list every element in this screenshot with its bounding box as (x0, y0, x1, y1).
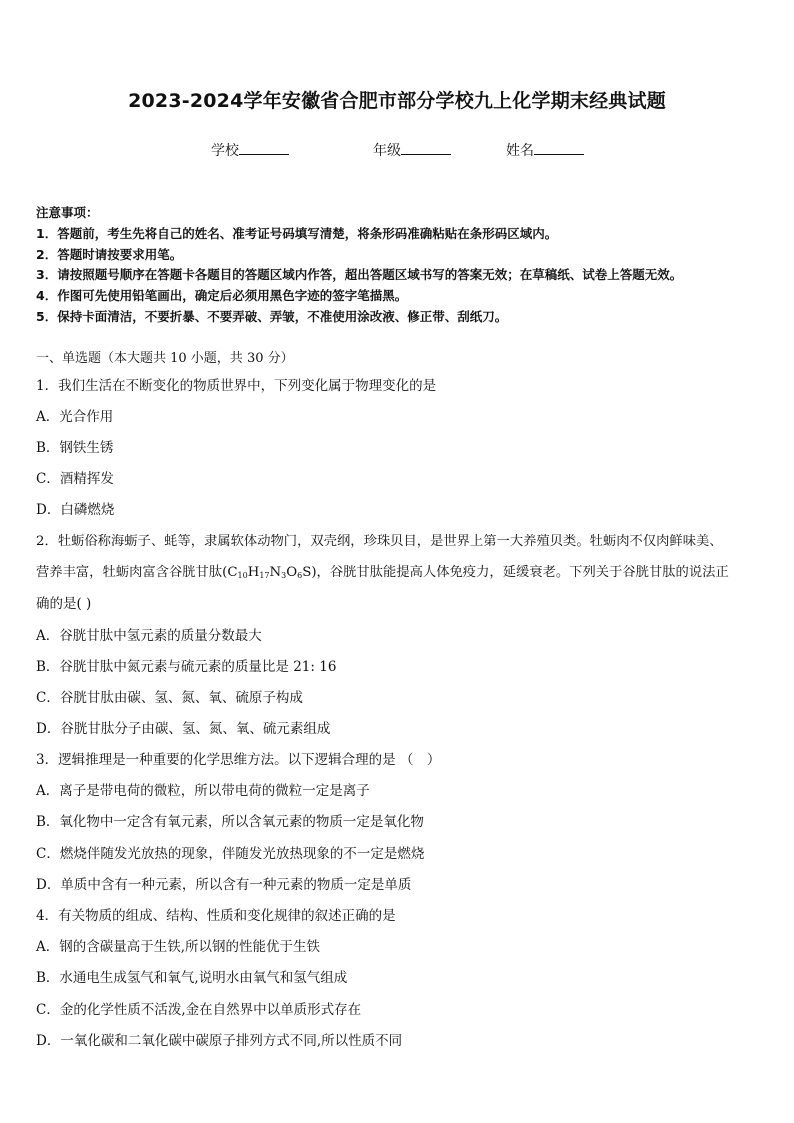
question-3-option-b: B．氧化物中一定含有氧元素，所以含氧元素的物质一定是氧化物 (36, 814, 424, 830)
question-2-stem-line-1: 2．牡蛎俗称海蛎子、蚝等，隶属软体动物门，双壳纲，珍珠贝目，是世界上第一大养殖贝类。牡蛎肉不仅肉鲜味美、 (36, 534, 723, 549)
question-2-text: 营养丰富，牡蛎肉富含谷胱甘肽( (36, 565, 228, 580)
question-3-option-d: D．单质中含有一种元素，所以含有一种元素的物质一定是单质 (36, 877, 412, 893)
glutathione-formula: $C_{10}H_{17}N_3O_6S$ (227, 565, 312, 580)
question-2-option-c: C．谷胱甘肽由碳、氢、氮、氧、硫原子构成 (36, 690, 303, 706)
grade-field (373, 140, 451, 160)
question-2-option-a: A．谷胱甘肽中氢元素的质量分数最大 (36, 628, 262, 644)
question-2-text-cont: )，谷胱甘肽能提高人体免疫力，延缓衰老。下列关于谷胱甘肽的说法正 (311, 565, 729, 580)
question-3-option-a: A．离子是带电荷的微粒，所以带电荷的微粒一定是离子 (36, 783, 370, 799)
question-1-option-b: B．钢铁生锈 (36, 440, 114, 456)
notice-heading: 注意事项： (36, 205, 99, 220)
exam-title: 2023-2024学年安徽省合肥市部分学校九上化学期末经典试题 (128, 90, 666, 112)
question-2-stem-line-2 (36, 561, 729, 580)
section-heading: 一、单选题（本大题共 10 小题，共 30 分） (36, 351, 294, 366)
school-blank[interactable] (239, 140, 289, 155)
notice-item: 5．保持卡面清洁，不要折暴、不要弄破、弄皱，不准使用涂改液、修正带、刮纸刀。 (36, 308, 508, 324)
grade-blank[interactable] (401, 140, 451, 155)
question-4-option-b: B．水通电生成氢气和氧气,说明水由氧气和氢气组成 (36, 970, 348, 986)
question-3-stem: 3．逻辑推理是一种重要的化学思维方法。以下逻辑合理的是 （ ） (36, 752, 441, 768)
question-2-option-d: D．谷胱甘肽分子由碳、氢、氮、氧、硫元素组成 (36, 721, 331, 737)
question-4-option-a: A．钢的含碳量高于生铁,所以钢的性能优于生铁 (36, 939, 321, 955)
question-1-option-c: C．酒精挥发 (36, 471, 114, 487)
question-2-stem-line-3: 确的是( ) (36, 596, 92, 612)
name-field (506, 140, 584, 160)
question-1-option-a: A．光合作用 (36, 409, 114, 425)
question-1-stem: 1．我们生活在不断变化的物质世界中，下列变化属于物理变化的是 (36, 378, 437, 394)
question-3-option-c: C．燃烧伴随发光放热的现象，伴随发光放热现象的不一定是燃烧 (36, 846, 425, 862)
question-4-option-c: C．金的化学性质不活泼,金在自然界中以单质形式存在 (36, 1002, 362, 1018)
question-4-stem: 4．有关物质的组成、结构、性质和变化规律的叙述正确的是 (36, 908, 396, 924)
notice-block (36, 203, 682, 328)
question-4-option-d: D．一氧化碳和二氧化碳中碳原子排列方式不同,所以性质不同 (36, 1033, 403, 1049)
school-label: 学校 (211, 143, 239, 159)
notice-item: 2．答题时请按要求用笔。 (36, 246, 183, 262)
question-2-option-b: B．谷胱甘肽中氮元素与硫元素的质量比是 21: 16 (36, 659, 337, 675)
grade-label: 年级 (373, 143, 401, 159)
notice-item: 3．请按照题号顺序在答题卡各题目的答题区域内作答，超出答题区域书写的答案无效；在草稿纸、试卷上答题无效。 (36, 267, 683, 283)
school-field (211, 140, 289, 160)
notice-item: 1．答题前，考生先将自己的姓名、准考证号码填写清楚，将条形码准确粘贴在条形码区域内。 (36, 225, 558, 241)
question-1-option-d: D．白磷燃烧 (36, 502, 115, 518)
name-label: 姓名 (506, 143, 534, 159)
notice-item: 4．作图可先使用铅笔画出，确定后必须用黑色字迹的签字笔描黑。 (36, 288, 408, 304)
name-blank[interactable] (534, 140, 584, 155)
